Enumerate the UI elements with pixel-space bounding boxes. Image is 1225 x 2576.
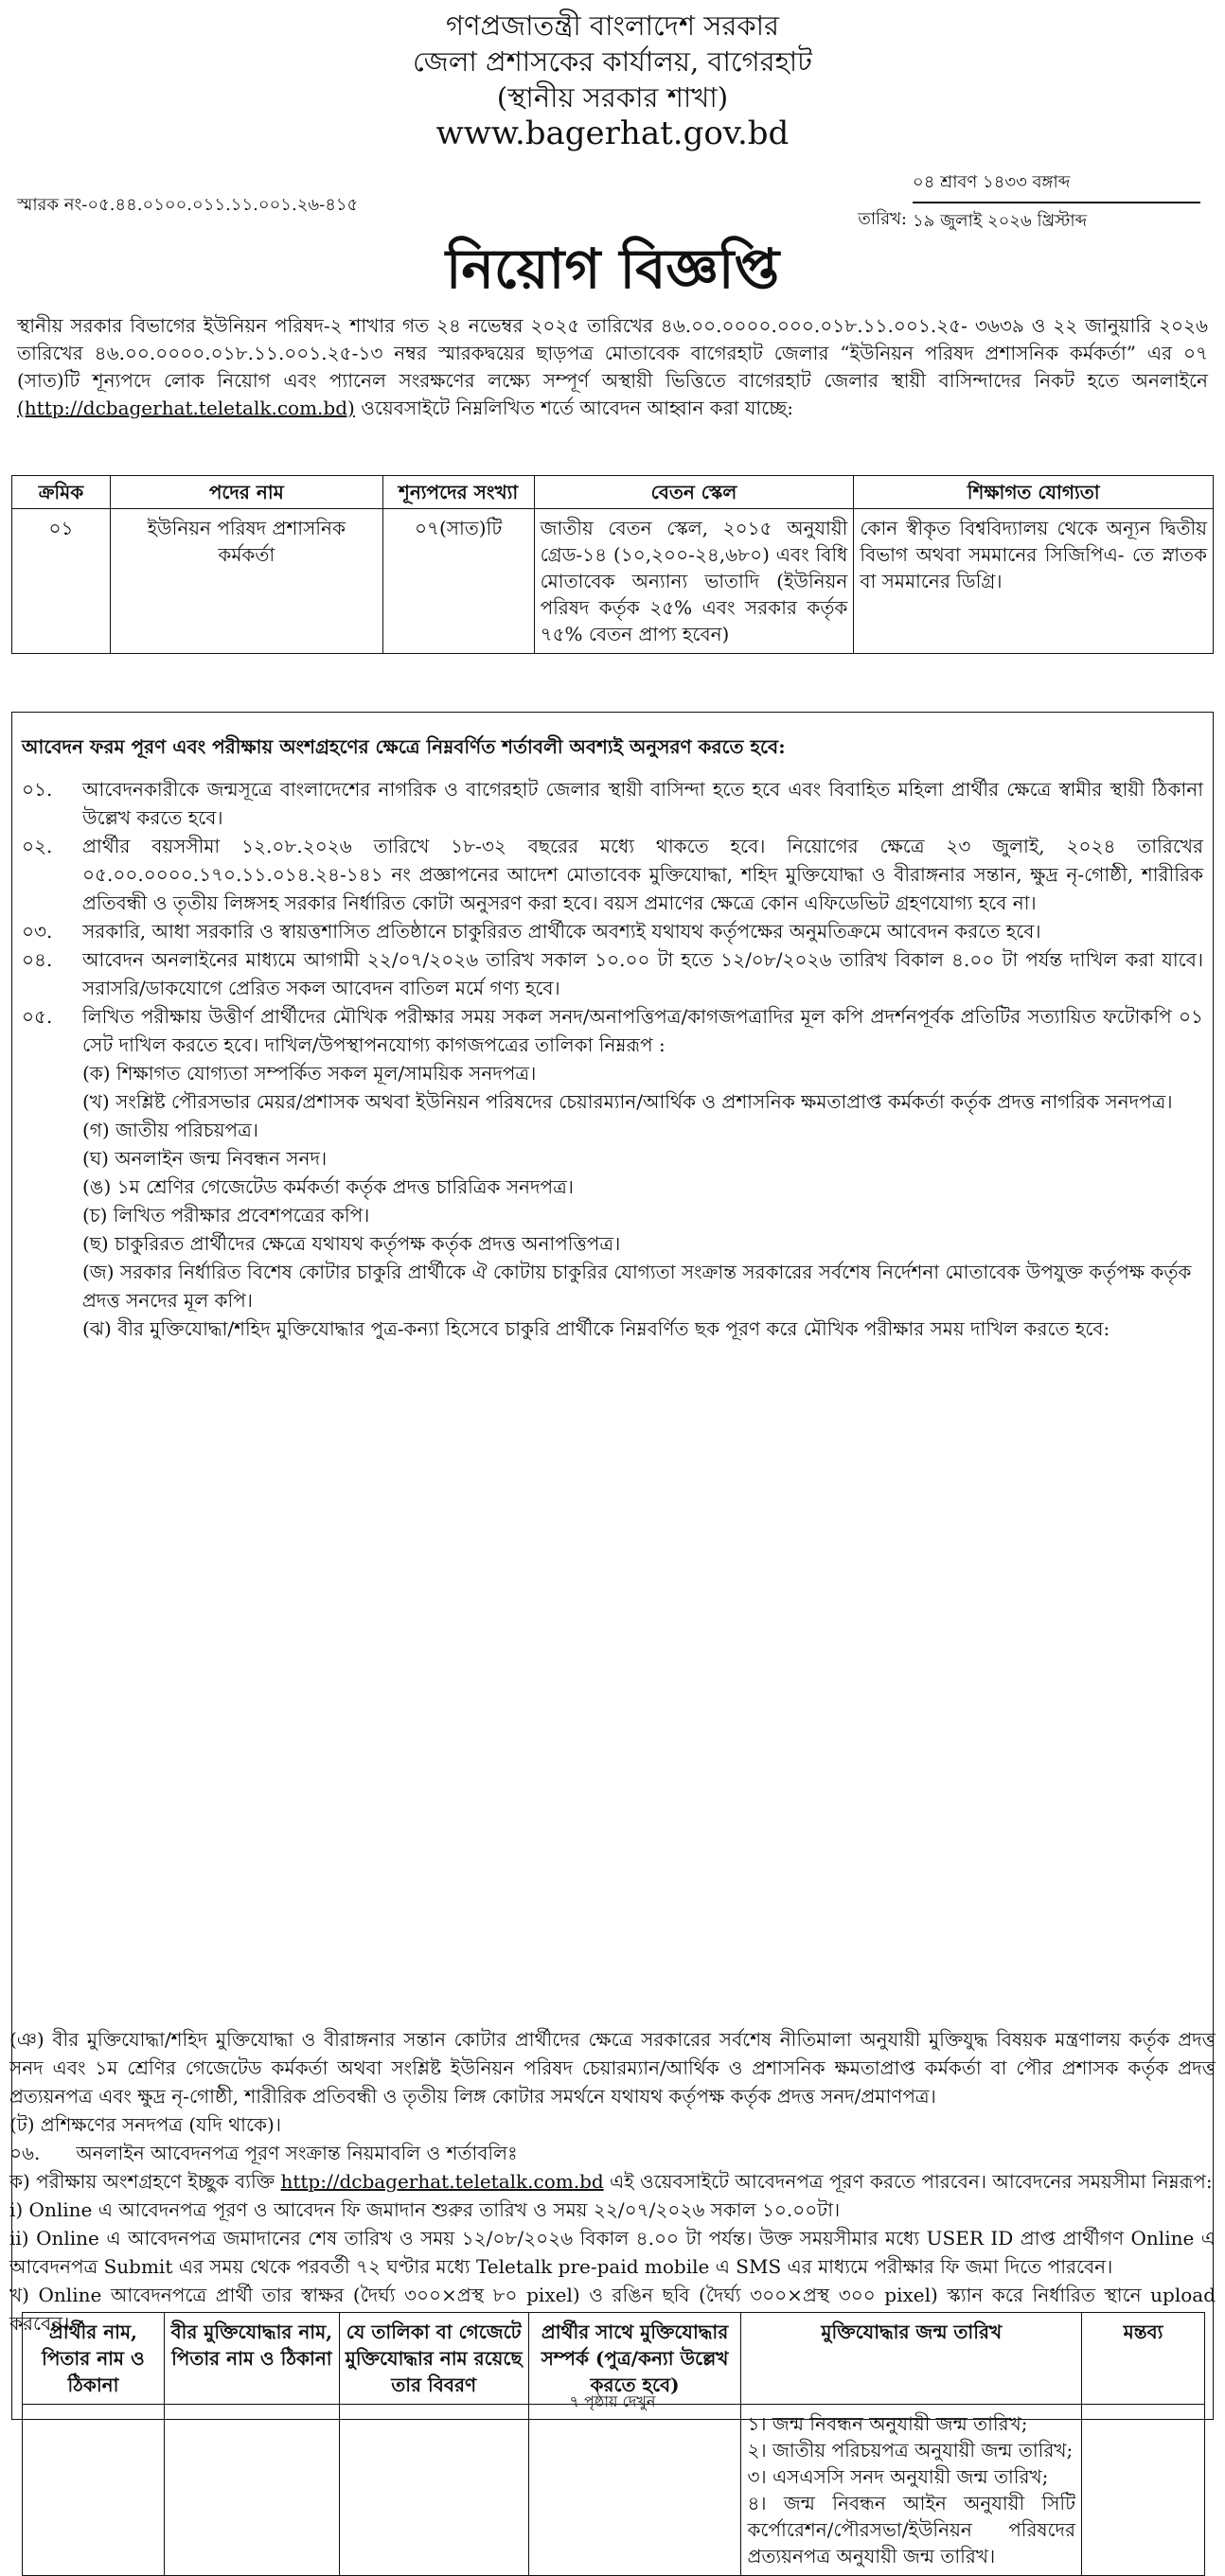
clause-kha: খ) Online আবেদনপত্রে প্রার্থী তার স্বাক্ষর (দৈর্ঘ্য ৩০০×প্রস্থ ৮০ pixel) ও রঙিন ছবি (দৈর্ঘ্য ৩০০×প্রস্থ ৩০০ pixel) স্ক্যান করে নির্ধারিত স্থানে upload করবেন। bbox=[9, 2284, 1216, 2335]
list-item: ৪। জন্ম নিবন্ধন আইন অনুযায়ী সিটি কর্পোরেশন/পৌরসভা/ইউনিয়ন পরিষদের প্রত্যয়নপত্র অনুযায়ী জন্ম তারিখ। bbox=[747, 2492, 1076, 2567]
list-item: (ঘ) অনলাইন জন্ম নিবন্ধন সনদ। bbox=[82, 1147, 328, 1170]
date-gregorian: ১৯ জুলাই ২০২৬ খ্রিস্টাব্দ bbox=[913, 211, 1088, 231]
freedom-fighter-table bbox=[22, 2312, 1205, 2576]
list-item: (ক) শিক্ষাগত যোগ্যতা সম্পর্কিত সকল মূল/সাময়িক সনদপত্র। bbox=[82, 1062, 537, 1085]
office-name: জেলা প্রশাসকের কার্যালয়, বাগেরহাট bbox=[413, 45, 812, 78]
list-item: ১। জন্ম নিবন্ধন অনুযায়ী জন্ম তারিখ; bbox=[747, 2412, 1028, 2435]
section-six-heading bbox=[9, 2139, 1216, 2167]
condition-item bbox=[22, 775, 1203, 832]
conditions-list bbox=[22, 775, 1203, 1343]
header-serial: ক্রমিক bbox=[12, 476, 111, 509]
ff-cell-empty bbox=[339, 2405, 528, 2576]
ff-cell-empty bbox=[528, 2405, 741, 2576]
timeline-start: i) Online এ আবেদনপত্র পূরণ ও আবেদন ফি জমাদান শুরুর তারিখ ও সময় ২২/০৭/২০২৬ সকাল ১০.০০টা। bbox=[9, 2198, 841, 2221]
list-item: ৩। এসএসসি সনদ অনুযায়ী জন্ম তারিখ; bbox=[747, 2465, 1049, 2488]
condition-text: সরকারি, আধা সরকারি ও স্বায়ত্তশাসিত প্রতিষ্ঠানে চাকুরিরত প্রার্থীকে অবশ্যই যথাযথ কর্তৃপক্ষের অনুমতিক্রমে আবেদন করতে হবে। bbox=[82, 920, 1041, 943]
clause-ka-post: এই ওয়েবসাইটে আবেদনপত্র পূরণ করতে পারবেন। আবেদনের সময়সীমা নিম্নরূপ: bbox=[610, 2170, 1213, 2193]
page-footer: ৭ পৃষ্ঠায় দেখুন bbox=[569, 2392, 656, 2410]
list-item: (খ) সংশ্লিষ্ট পৌরসভার মেয়র/প্রশাসক অথবা ইউনিয়ন পরিষদের চেয়ারম্যান/আর্থিক ও প্রশাসনিক ক্ষমতাপ্রাপ্ত কর্মকর্তা কর্তৃক প্রদত্ত নাগরিক সনদপত্র। bbox=[82, 1090, 1173, 1113]
post-table-header bbox=[12, 476, 1214, 509]
conditions-title: আবেদন ফরম পূরণ এবং পরীক্ষায় অংশগ্রহণের ক্ষেত্রে নিম্নবর্ণিত শর্তাবলী অবশ্যই অনুসরণ করতে হবে: bbox=[22, 735, 786, 758]
cell-qualification: কোন স্বীকৃত বিশ্ববিদ্যালয় থেকে অন্যূন দ্বিতীয় বিভাগ অথবা সমমানের সিজিপিএ- তে স্নাতক বা সমমানের ডিগ্রি। bbox=[854, 509, 1214, 654]
date-label: তারিখ: bbox=[858, 209, 907, 229]
section-six-title: অনলাইন আবেদনপত্র পূরণ সংক্রান্ত নিয়মাবলি ও শর্তাবলিঃ bbox=[76, 2142, 518, 2164]
date-block bbox=[841, 167, 1200, 237]
clause-ka-pre: ক) পরীক্ষায় অংশগ্রহণে ইচ্ছুক ব্যক্তি bbox=[9, 2170, 275, 2193]
header-pay: বেতন স্কেল bbox=[534, 476, 854, 509]
clause-nya: (ঞ) বীর মুক্তিযোদ্ধা/শহিদ মুক্তিযোদ্ধা ও বীরাঙ্গনার সন্তান কোটার প্রার্থীদের ক্ষেত্রে সরকারের সর্বশেষ নীতিমালা অনুযায়ী মুক্তিযুদ্ধ বিষয়ক মন্ত্রণালয় কর্তৃক প্রদত্ত সনদ এবং ১ম শ্রেণির গেজেটেড কর্মকর্তা অথবা সংশ্লিষ্ট ইউনিয়ন পরিষদ চেয়ারম্যান/আর্থিক ও প্রশাসনিক ক্ষমতাপ্রাপ্ত কর্মকর্তা বা পৌর প্রশাসক কর্তৃক প্রদত্ত প্রত্যয়নপত্র এবং ক্ষুদ্র নৃ-গোষ্ঠী, শারীরিক প্রতিবন্ধী ও তৃতীয় লিঙ্গ কোটার সমর্থনে যথাযথ কর্তৃপক্ষ কর্তৃক প্রদত্ত সনদ/প্রমাণপত্র। bbox=[9, 2028, 1216, 2108]
ff-header-gazette: যে তালিকা বা গেজেটে মুক্তিযোদ্ধার নাম রয়েছে তার বিবরণ bbox=[339, 2313, 528, 2405]
application-rules bbox=[9, 2025, 1216, 2338]
condition-text: প্রার্থীর বয়সসীমা ১২.০৮.২০২৬ তারিখে ১৮-৩২ বছরের মধ্যে থাকতে হবে। নিয়োগের ক্ষেত্রে ২৩ জুলাই, ২০২৪ তারিখের ০৫.০০.০০০০.১৭০.১১.০১৪.২৪-১৪১ নং প্রজ্ঞাপনের আদেশ মোতাবেক মুক্তিযোদ্ধা, শহিদ মুক্তিযোদ্ধা ও বীরাঙ্গনার সন্তান, ক্ষুদ্র নৃ-গোষ্ঠী, শারীরিক প্রতিবন্ধী ও তৃতীয় লিঙ্গসহ সরকার নির্ধারিত কোটা অনুসরণ করা হবে। বয়স প্রমাণের ক্ষেত্রে কোন এফিডেভিট গ্রহণযোগ্য হবে না। bbox=[82, 835, 1203, 914]
ff-header-candidate: প্রার্থীর নাম, পিতার নাম ও ঠিকানা bbox=[23, 2313, 165, 2405]
header-vacancy: শূন্যপদের সংখ্যা bbox=[382, 476, 534, 509]
ff-header-dob: মুক্তিযোদ্ধার জন্ম তারিখ bbox=[741, 2313, 1082, 2405]
cell-pay: জাতীয় বেতন স্কেল, ২০১৫ অনুযায়ী গ্রেড-১৪ (১০,২০০-২৪,৬৮০) এবং বিধি মোতাবেক অন্যান্য ভাতাদি (ইউনিয়ন পরিষদ কর্তৃক ২৫% এবং সরকার কর্তৃক ৭৫% বেতন প্রাপ্য হবেন) bbox=[534, 509, 854, 654]
cell-serial: ০১ bbox=[12, 509, 111, 654]
condition-text: আবেদনকারীকে জন্মসূত্রে বাংলাদেশের নাগরিক ও বাগেরহাট জেলার স্থায়ী বাসিন্দা হতে হবে এবং বিবাহিত মহিলা প্রার্থীর ক্ষেত্রে স্বামীর স্থায়ী ঠিকানা উল্লেখ করতে হবে। bbox=[82, 778, 1203, 829]
condition-text: আবেদন অনলাইনের মাধ্যমে আগামী ২২/০৭/২০২৬ তারিখ সকাল ১০.০০ টা হতে ১২/০৮/২০২৬ তারিখ বিকাল ৪.০০ টা পর্যন্ত দাখিল করা যাবে। সরাসরি/ডাকযোগে প্রেরিত সকল আবেদন বাতিল মর্মে গণ্য হবে। bbox=[82, 948, 1203, 999]
ff-header-freedom-fighter: বীর মুক্তিযোদ্ধার নাম, পিতার নাম ও ঠিকানা bbox=[164, 2313, 339, 2405]
condition-item bbox=[22, 832, 1203, 917]
condition-number: ০৪. bbox=[22, 948, 53, 971]
branch-name: (স্থানীয় সরকার শাখা) bbox=[496, 81, 729, 114]
condition-number: ০২. bbox=[22, 835, 53, 857]
ff-dob-list bbox=[741, 2405, 1082, 2576]
ff-cell-empty bbox=[164, 2405, 339, 2576]
section-six-number: ০৬. bbox=[9, 2142, 41, 2164]
condition-text: লিখিত পরীক্ষায় উত্তীর্ণ প্রার্থীদের মৌখিক পরীক্ষার সময় সকল সনদ/অনাপত্তিপত্র/কাগজপত্রাদির মূল কপি প্রদর্শনপূর্বক প্রতিটির সত্যায়িত ফটোকপি ০১ সেট দাখিল করতে হবে। দাখিল/উপস্থাপনযোগ্য কাগজপত্রের তালিকা নিম্নরূপ : bbox=[82, 1005, 1203, 1056]
page-title: নিয়োগ বিজ্ঞপ্তি bbox=[445, 237, 780, 301]
condition-number: ০৫. bbox=[22, 1005, 53, 1028]
list-item: (গ) জাতীয় পরিচয়পত্র। bbox=[82, 1119, 258, 1141]
list-item: (ঝ) বীর মুক্তিযোদ্ধা/শহিদ মুক্তিযোদ্ধার পুত্র-কন্যা হিসেবে চাকুরি প্রার্থীকে নিম্নবর্ণিত ছক পূরণ করে মৌখিক পরীক্ষার সময় দাখিল করতে হবে: bbox=[82, 1317, 1110, 1340]
condition-item bbox=[22, 1002, 1203, 1059]
condition-item bbox=[22, 945, 1203, 1002]
application-link[interactable]: http://dcbagerhat.teletalk.com.bd bbox=[280, 2170, 604, 2193]
letterhead bbox=[0, 8, 1225, 151]
ff-header-remarks: মন্তব্য bbox=[1082, 2313, 1205, 2405]
clause-ka bbox=[9, 2167, 1216, 2196]
clause-ta: (ট) প্রশিক্ষণের সনদপত্র (যদি থাকে)। bbox=[9, 2113, 281, 2136]
list-item: ২। জাতীয় পরিচয়পত্র অনুযায়ী জন্ম তারিখ; bbox=[747, 2439, 1074, 2461]
ff-header-relation: প্রার্থীর সাথে মুক্তিযোদ্ধার সম্পর্ক (পুত্র/কন্যা উল্লেখ করতে হবে) bbox=[528, 2313, 741, 2405]
cell-post: ইউনিয়ন পরিষদ প্রশাসনিক কর্মকর্তা bbox=[110, 509, 382, 654]
post-table bbox=[11, 475, 1214, 654]
header-post: পদের নাম bbox=[110, 476, 382, 509]
government-name: গণপ্রজাতন্ত্রী বাংলাদেশ সরকার bbox=[445, 9, 780, 42]
list-item: (ঙ) ১ম শ্রেণির গেজেটেড কর্মকর্তা কর্তৃক প্রদত্ত চারিত্রিক সনদপত্র। bbox=[82, 1175, 574, 1198]
table-row bbox=[12, 509, 1214, 654]
date-bangla: ০৪ শ্রাবণ ১৪৩৩ বঙ্গাব্দ bbox=[913, 167, 1200, 203]
ff-cell-empty bbox=[23, 2405, 165, 2576]
table-row bbox=[23, 2405, 1205, 2576]
list-item: (ছ) চাকুরিরত প্রার্থীদের ক্ষেত্রে যথাযথ কর্তৃপক্ষ কর্তৃক প্রদত্ত অনাপত্তিপত্র। bbox=[82, 1232, 621, 1255]
list-item: (জ) সরকার নির্ধারিত বিশেষ কোটার চাকুরি প্রার্থীকে ঐ কোটায় চাকুরির যোগ্যতা সংক্রান্ত সরকারের সর্বশেষ নির্দেশনা মোতাবেক উপযুক্ত কর্তৃপক্ষ কর্তৃক প্রদত্ত সনদের মূল কপি। bbox=[82, 1261, 1192, 1312]
condition-number: ০৩. bbox=[22, 920, 53, 943]
cell-vacancy: ০৭(সাত)টি bbox=[382, 509, 534, 654]
ff-cell-empty bbox=[1082, 2405, 1205, 2576]
condition-item bbox=[22, 917, 1203, 945]
intro-text-1: স্থানীয় সরকার বিভাগের ইউনিয়ন পরিষদ-২ শাখার গত ২৪ নভেম্বর ২০২৫ তারিখের ৪৬.০০.০০০০.০০০.০১৮.১১.০০১.২৫- ৩৬৩৯ ও ২২ জানুয়ারি ২০২৬ তারিখের ৪৬.০০.০০০০.০১৮.১১.০০১.২৫-১৩ নম্বর স্মারকদ্বয়ের ছাড়পত্র মোতাবেক বাগেরহাট জেলার “ইউনিয়ন পরিষদ প্রশাসনিক কর্মকর্তা” এর ০৭ (সাত)টি শূন্যপদে লোক নিয়োগ এবং প্যানেল সংরক্ষণের লক্ষ্যে সম্পূর্ণ অস্থায়ী ভিত্তিতে বাগেরহাট জেলার স্থায়ী বাসিন্দাদের নিকট হতে অনলাইনে bbox=[17, 314, 1208, 392]
memo-number: স্মারক নং-০৫.৪৪.০১০০.০১১.১১.০০১.২৬-৪১৫ bbox=[17, 195, 359, 215]
header-qualification: শিক্ষাগত যোগ্যতা bbox=[854, 476, 1214, 509]
condition-number: ০১. bbox=[22, 778, 53, 801]
intro-paragraph bbox=[17, 312, 1208, 422]
list-item: (চ) লিখিত পরীক্ষার প্রবেশপত্রের কপি। bbox=[82, 1204, 370, 1226]
timeline-end: ii) Online এ আবেদনপত্র জমাদানের শেষ তারিখ ও সময় ১২/০৮/২০২৬ বিকাল ৪.০০ টা পর্যন্ত। উক্ত সময়সীমার মধ্যে USER ID প্রাপ্ত প্রার্থীগণ Online এ আবেদনপত্র Submit এর সময় থেকে পরবর্তী ৭২ ঘণ্টার মধ্যে Teletalk pre-paid mobile এ SMS এর মাধ্যমে পরীক্ষার ফি জমা দিতে পারবেন। bbox=[9, 2227, 1216, 2278]
website-url[interactable]: www.bagerhat.gov.bd bbox=[435, 115, 790, 152]
teletalk-link[interactable]: (http://dcbagerhat.teletalk.com.bd) bbox=[17, 397, 355, 419]
intro-text-2: ওয়েবসাইটে নিম্নলিখিত শর্তে আবেদন আহ্বান করা যাচ্ছে: bbox=[361, 397, 793, 419]
document-list bbox=[22, 1059, 1203, 1343]
